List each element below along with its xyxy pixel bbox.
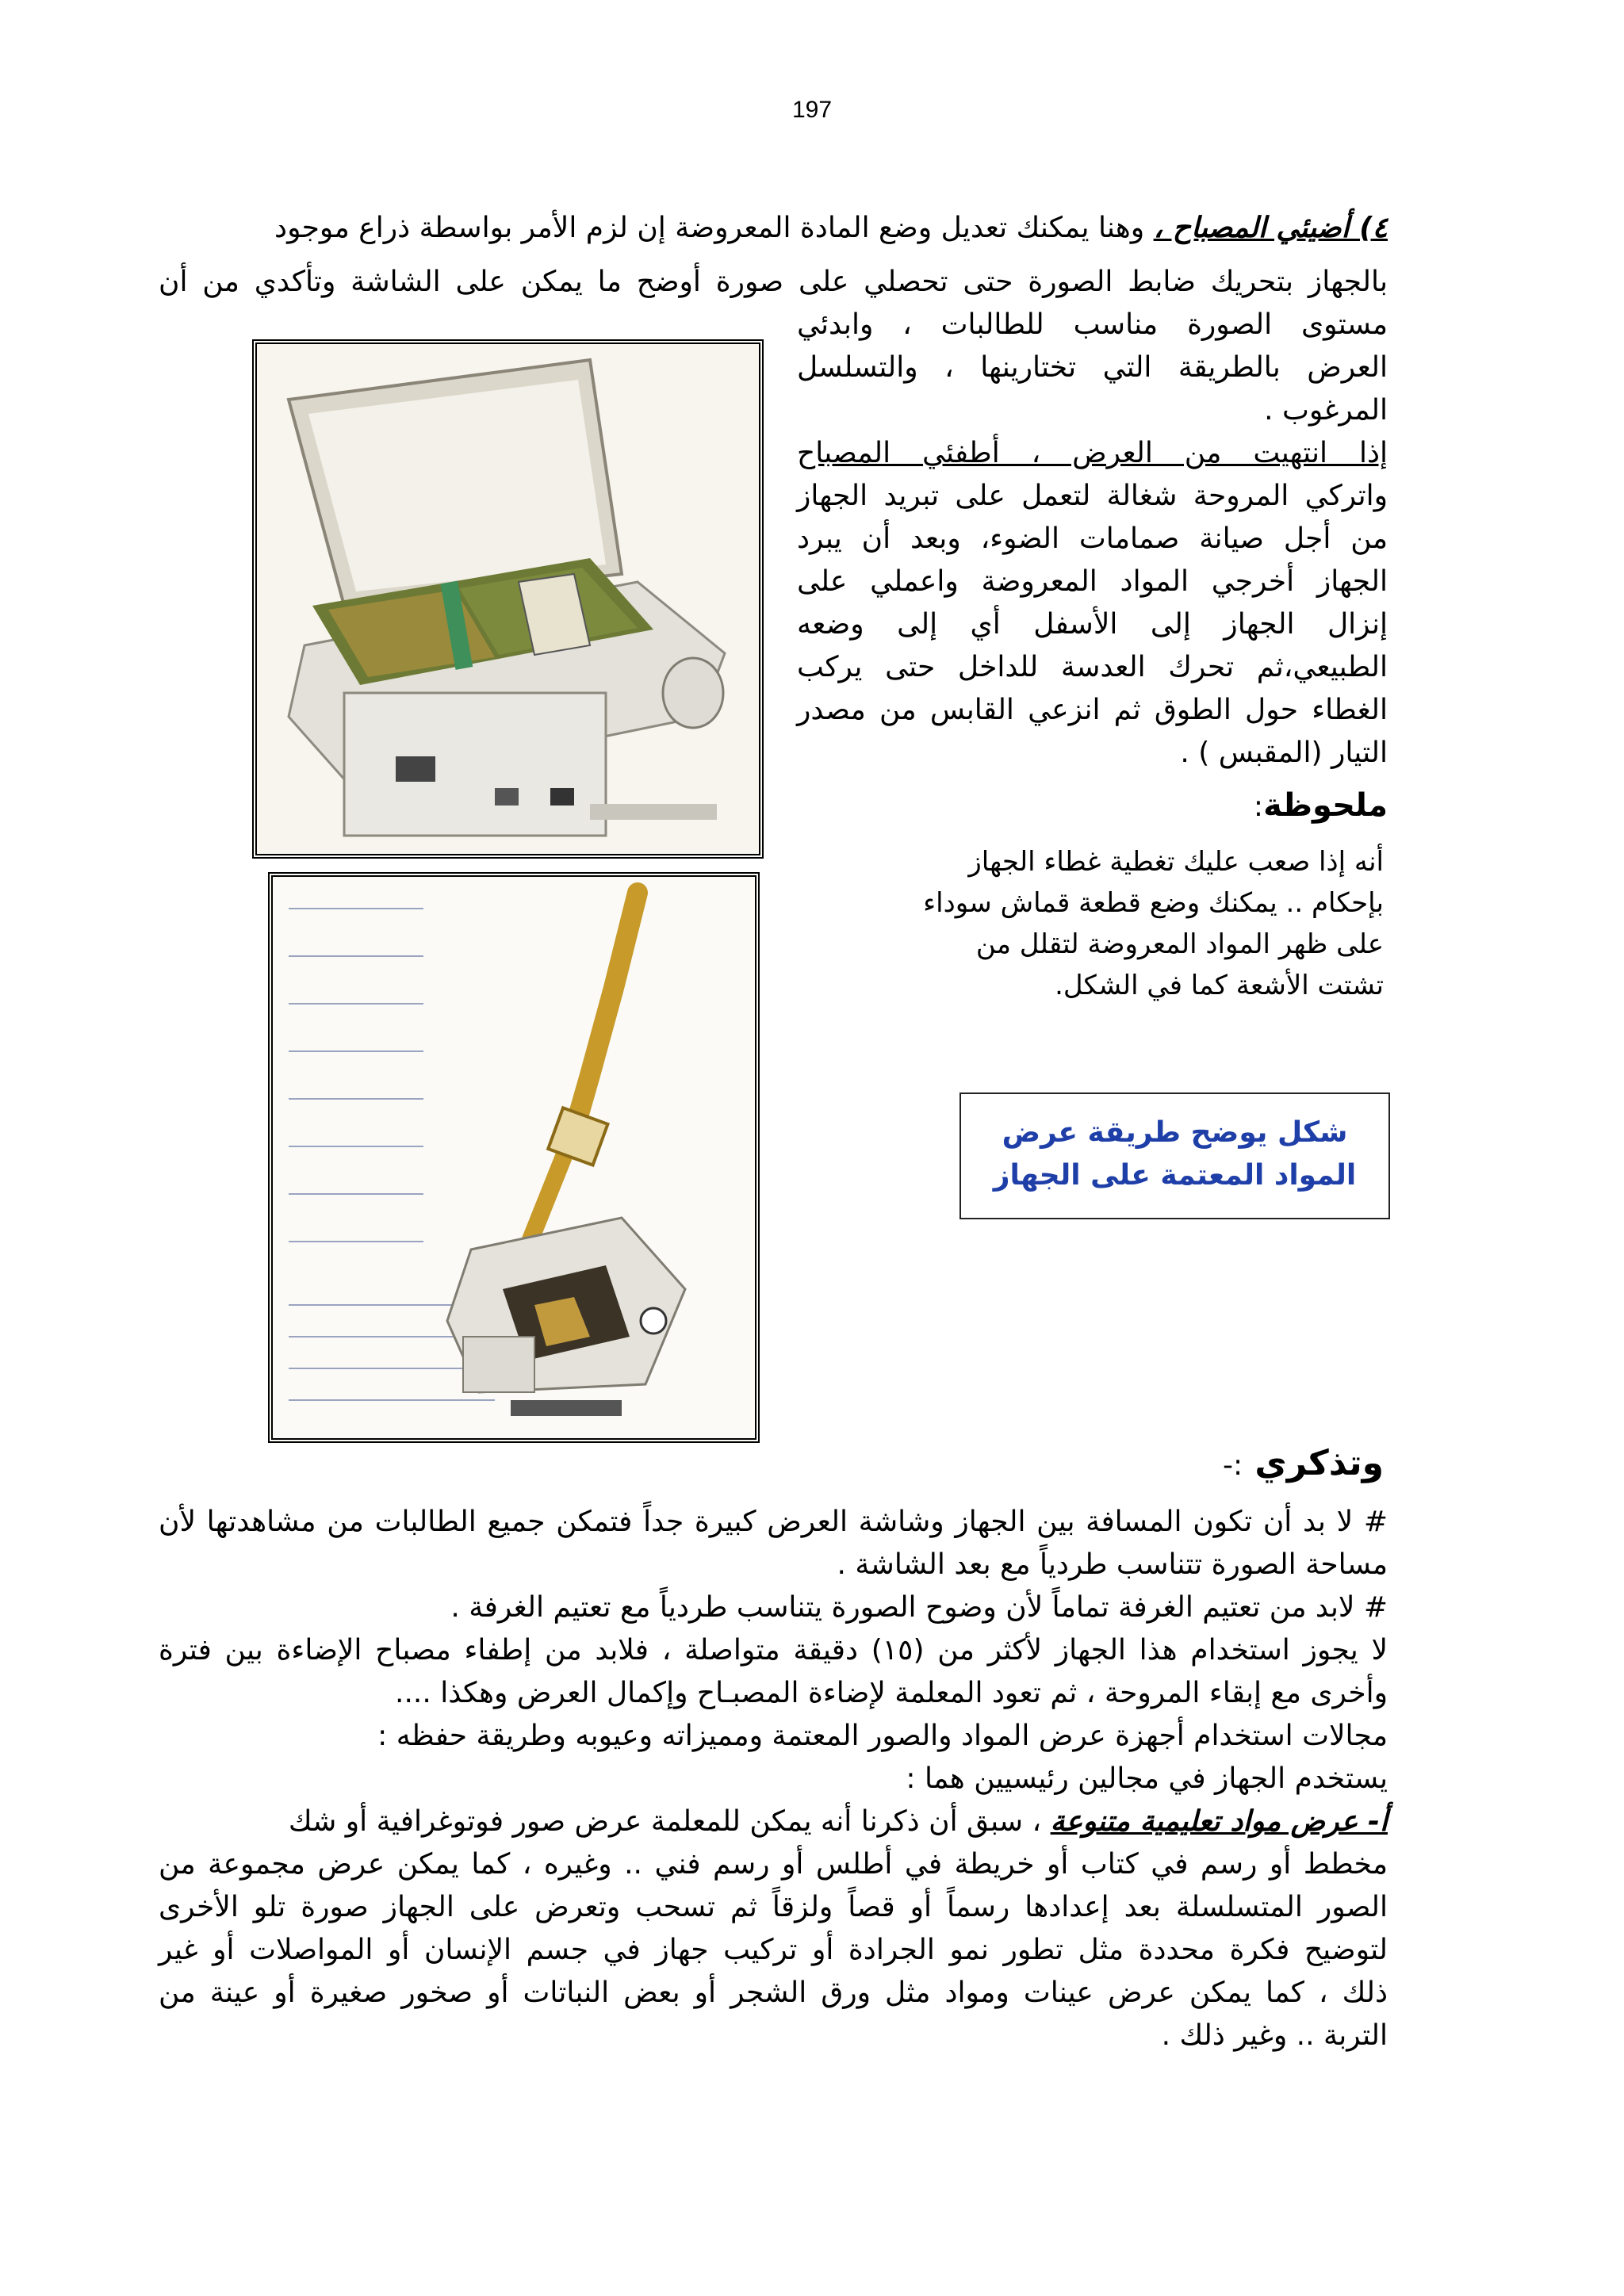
intro-line-2: بالجهاز بتحريك ضابط الصورة حتى تحصلي على صورة أوضح ما يمكن على الشاشة وتأكدي من أن (159, 266, 1388, 298)
section-a-line-2: مخطط أو رسم في كتاب أو خريطة في أطلس أو رسم فني .. وغيره ، كما يمكن عرض مجموعة من (159, 1848, 1388, 1881)
remember-line-2: مساحة الصورة تتناسب طردياً مع بعد الشاشة . (837, 1548, 1388, 1581)
remember-suffix: :- (1222, 1449, 1243, 1482)
section-a-line-5: ذلك ، كما يمكن عرض عينات ومواد مثل ورق الشجر أو بعض النباتات أو صخور صغيرة أو عينة من (159, 1976, 1388, 2009)
intro-text: وهنا يمكنك تعديل وضع المادة المعروضة إن لزم الأمر بواسطة ذراع موجود (274, 212, 1145, 244)
projector-book-illustration (257, 344, 759, 854)
section-a-line-4: لتوضيح فكرة محددة مثل تطور نمو الجرادة أو تركيب جهاز في جسم الإنسان أو المواصلات أو غير (159, 1934, 1388, 1966)
section-a-line-3: الصور المتسلسلة بعد إعدادها رسماً أو قصاً ولزقاً ثم تسحب وتعرض على الجهاز صورة تلو الأخرى (159, 1891, 1388, 1923)
note-colon: : (1253, 790, 1264, 823)
remember-line-6: مجالات استخدام أجهزة عرض المواد والصور المعتمة ومميزاته وعيوبه وطريقة حفظه : (377, 1720, 1388, 1752)
side-line-5: واتركي المروحة شغالة لتعمل على تبريد الجهاز (797, 480, 1388, 512)
note-line-2: بإحكام .. يمكنك وضع قطعة قماش سوداء (923, 887, 1384, 919)
note-line-1: أنه إذا صعب عليك تغطية غطاء الجهاز (968, 846, 1384, 878)
note-line-4: تشتت الأشعة كما في الشكل. (1055, 970, 1384, 1001)
section-a-line-1 (159, 1801, 1388, 1843)
side-line-8: إنزال الجهاز إلى الأسفل أي إلى وضعه (797, 608, 1388, 641)
remember-line-4: لا يجوز استخدام هذا الجهاز لأكثر من (١٥) دقيقة متواصلة ، فلابد من إطفاء مصباح الإضاءة بين فترة (159, 1634, 1388, 1667)
note-title: ملحوظة (1263, 787, 1388, 824)
intro-heading: ٤) أضيئي المصباح ، (1153, 212, 1388, 244)
page-number: 197 (791, 97, 833, 123)
intro-line-1 (159, 208, 1388, 249)
remember-line-1: # لا بد أن تكون المسافة بين الجهاز وشاشة العرض كبيرة جداً فتمكن جميع الطالبات من مشاهدتها لأن (159, 1506, 1388, 1538)
remember-line-5: وأخرى مع إبقاء المروحة ، ثم تعود المعلمة لإضاءة المصبـاح وإكمال العرض وهكذا .... (395, 1677, 1388, 1709)
remember-line-7: يستخدم الجهاز في مجالين رئيسيين هما : (906, 1762, 1388, 1795)
side-line-1: مستوى الصورة مناسب للطالبات ، وابدئي (797, 308, 1388, 341)
side-line-2: العرض بالطريقة التي تختارينها ، والتسلسل (797, 351, 1388, 384)
figure-projector-book (252, 339, 764, 859)
section-a-line-6: التربة .. وغير ذلك . (1161, 2019, 1388, 2052)
remember-line-3: # لابد من تعتيم الغرفة تماماً لأن وضوح الصورة يتناسب طردياً مع تعتيم الغرفة . (450, 1591, 1388, 1624)
side-line-9: الطبيعي،ثم تحرك العدسة للداخل حتى يركب (797, 651, 1388, 683)
figure-caption-line-1: شكل يوضح طريقة عرض (1002, 1116, 1348, 1149)
figure-caption-box (959, 1093, 1390, 1219)
projector-watch-illustration (273, 877, 755, 1438)
side-line-3: المرغوب . (1264, 394, 1388, 427)
side-line-4: إذا انتهيت من العرض ، أطفئي المصباح (797, 437, 1388, 469)
note-line-3: على ظهر المواد المعروضة لتقلل من (975, 928, 1384, 960)
note-heading (797, 785, 1388, 828)
side-line-10: الغطاء حول الطوق ثم انزعي القابس من مصدر (797, 694, 1388, 726)
side-line-6: من أجل صيانة صمامات الضوء، وبعد أن يبرد (797, 522, 1388, 555)
section-a-first-rest: ، سبق أن ذكرنا أنه يمكن للمعلمة عرض صور فوتوغرافية أو شك (288, 1805, 1042, 1838)
side-line-11: التيار (المقبس ) . (1180, 737, 1388, 769)
remember-heading (1110, 1443, 1384, 1483)
figure-caption-line-2: المواد المعتمة على الجهاز (993, 1159, 1357, 1192)
figure-projector-watch (268, 872, 760, 1443)
figure-caption-strip (297, 1449, 733, 1460)
remember-title: وتذكري (1254, 1443, 1384, 1483)
section-a-heading: أ- عرض مواد تعليمية متنوعة (1050, 1805, 1388, 1838)
side-line-7: الجهاز أخرجي المواد المعروضة واعملي على (797, 565, 1388, 598)
